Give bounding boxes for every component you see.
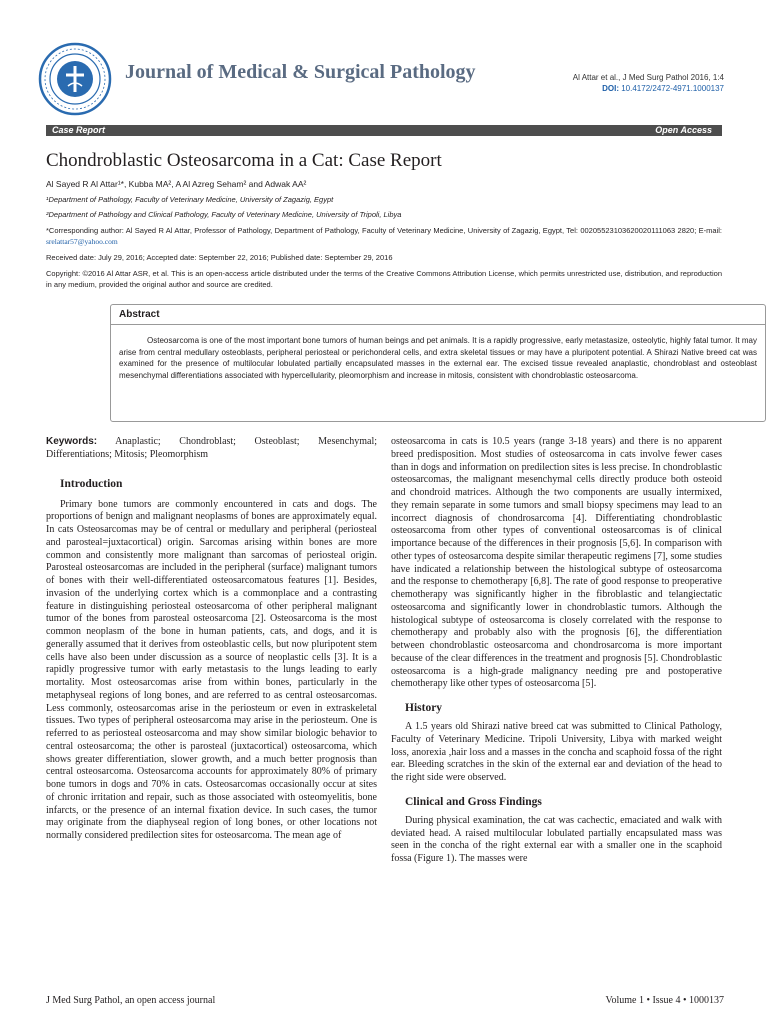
copyright-notice: Copyright: ©2016 Al Attar ASR, et al. This is an open-access article distributed under the terms of the Creative Commons Attribution License, which permits unrestricted use, distribution, and reproduction in any medium, provided the original author and source are credited. [46,269,722,289]
keywords [46,436,377,462]
doi-label: DOI: [602,84,619,93]
history-paragraph: A 1.5 years old Shirazi native breed cat was submitted to Clinical Pathology, Faculty of Veterinary Medicine. Tripoli University, Libya with marked weight loss, anorexia ,hair loss and a masses in the concha and scaphoid fossa of the right ear. Bleeding scratches in the skin of the external ear and deviation of the head to the right side were observed. [391,721,722,783]
affiliation-1: ¹Department of Pathology, Faculty of Veterinary Medicine, University of Zagazig, Egypt [46,195,334,204]
doi-line [573,83,724,94]
article-type-banner [46,125,722,136]
article-title: Chondroblastic Osteosarcoma in a Cat: Case Report [46,150,442,171]
doi-link[interactable]: 10.4172/2472-4971.1000137 [621,84,724,93]
footer-journal: J Med Surg Pathol, an open access journal [46,995,216,1006]
email-link[interactable]: srelattar57@yahoo.com [46,237,118,246]
introduction-paragraph-continued: osteosarcoma in cats is 10.5 years (range 3-18 years) and there is no apparent breed predisposition. Most studies of osteosarcoma in cats involve fewer cases than in dogs and information on predilection sites is less precise. In chondroblastic osteosarcomas, the malignant mesenchymal cells directly produce both osteoid and chondroid matrices. Although the two components are usually intermixed, they remain separate in some tumors and small biopsy specimens may lead to an incorrect diagnosis of chondrosarcoma [4]. Differentiating chondroblastic osteosarcoma from other types of conventional osteosarcomas is of clinical importance because of the differences in their prognosis [5,6]. In comparison with other types of osteosarcoma despite similar therapeutic regimens [7], some studies have indicated a relationship between the histological subtype of osteosarcoma and the response to chemotherapy [6,8]. The rate of good response to preoperative chemotherapy was significantly higher in the fibroblastic and telangiectatic osteosarcoma and significantly lower in chondroblastic tumors. Although the histological subtype of osteosarcoma is closely correlated with the response to chemotherapy and probably also with the prognosis [6], the differentiation between chondroblastic osteosarcoma and chondrosarcoma is more important because of the clear differences in the treatment and prognosis [5]. Chondroblastic osteosarcoma is a high-grade malignancy needing pre and postoperative chemotherapy like other types of osteosarcoma [5]. [391,436,722,690]
abstract-text: Osteosarcoma is one of the most important bone tumors of human beings and pet animals. It is a rapidly progressive, early metastasize, osteolytic, highly fatal tumor. It may arise from central medullary osteoblasts, peripheral periosteal or perichonderal cells, and extra skeletal tissues or may have a pluripotent potential. A Shirazi Native breed cat was examined for the presence of multilocular lobulated partially encapsulated masses in the external ear. The excised tissue revealed anaplastic, chondroblast and osteoblast mesenchymal differentiations associated with hypercellularity, pleomorphism and increase in mitosis, consistent with chondroblastic osteosarcoma. [119,336,757,380]
abstract-box [110,304,766,422]
journal-logo [38,42,112,116]
introduction-paragraph: Primary bone tumors are commonly encountered in cats and dogs. The proportions of benign and malignant neoplasms of bones are approximately equal. In cats Osteosarcomas may be of central or medullary and peripheral (periosteal and parosteal=juxtacortical) origin. Sarcomas arising within bones are more common and consistently more malignant than sarcomas of periosteal origin. Parosteal osteosarcomas are included in the peripheral (surface) malignant tumors of bones with their well-differentiated osteosarcomatous features [1]. Besides, invasion of the underlying cortex which is a commonplace and a contrasting feature in distinguishing periosteal osteosarcoma of other peripheral malignant tumor of the bones from parosteal osteosarcoma [2]. Osteosarcoma is the most common neoplasm of the bone in human patients, cats, and dogs, and it is generally assumed that it derives from osteoblastic cells, but now pluripotent stem cells have also been under discussion as a source of neoplastic cells [3]. It is a rapidly progressive tumor with early metastasis to the lungs leading to early mortality. Most osteosarcomas arise from within bones, particularly in the metaphyseal regions of long bones, and are referred to as central osteosarcomas. Less commonly, osteosarcomas arise in the periosteum or even in extraskeletal tissues. Two types of peripheral osteosarcoma may arise in the periosteum. One is referred to as periosteal osteosarcoma and may show similar biologic behavior to central osteosarcoma; the other is parosteal (juxtacortical) osteosarcoma, which shows greater differentiation, slower growth, and a much better prognosis than central osteosarcoma. Osteosarcoma accounts for approximately 80% of primary bone tumors in dogs and 70% in cats. Osteosarcomas occasionally occur at sites of chronic irritation and repair, such as those associated with osteomyelitis, bone infarcts, or the presence of an internal fixation device. In such cases, the tumor may originate from the diaphyseal region of long bones, or other locations not normally considered predilection sites for osteosarcoma. The mean age of [46,498,377,841]
journal-logo-icon [38,42,112,116]
article-type: Case Report [52,125,106,135]
keywords-text: Anaplastic; Chondroblast; Osteoblast; Mesenchymal; Differentiations; Mitosis; Pleomorphism [46,436,378,460]
affiliation-2: ²Department of Pathology and Clinical Pathology, Faculty of Veterinary Medicine, University of Tripoli, Libya [46,210,402,219]
abstract-heading: Abstract [111,305,765,325]
article-dates: Received date: July 29, 2016; Accepted date: September 22, 2016; Published date: September 29, 2016 [46,253,393,262]
corresponding-author [46,225,722,247]
open-access-label: Open Access [655,125,712,135]
right-column [391,436,722,866]
clinical-findings-heading: Clinical and Gross Findings [405,795,542,808]
citation: Al Attar et al., J Med Surg Pathol 2016, 1:4 [572,73,724,82]
author-list: Al Sayed R Al Attar¹*, Kubba MA², A Al Azreg Seham² and Adwak AA² [46,179,307,189]
keywords-label: Keywords: [46,436,98,447]
corresponding-text: *Corresponding author: Al Sayed R Al Attar, Professor of Pathology, Department of Pathology, Faculty of Veterinary Medicine, University of Zagazig, Egypt, Tel: 00205523103620020111063 2820; E-mail: [46,226,722,235]
footer-volume: Volume 1 • Issue 4 • 1000137 [605,995,724,1006]
clinical-findings-paragraph: During physical examination, the cat was cachectic, emaciated and walk with deviated head. A raised multilocular lobulated partially encapsulated mass was seen in the concha of the right external ear with a smaller one in the scaphoid fossa (Figure 1). The masses were [391,814,722,864]
citation-block [573,72,724,94]
journal-title: Journal of Medical & Surgical Pathology [125,61,476,83]
introduction-heading: Introduction [60,477,123,490]
left-column [46,436,377,843]
history-heading: History [405,702,443,714]
